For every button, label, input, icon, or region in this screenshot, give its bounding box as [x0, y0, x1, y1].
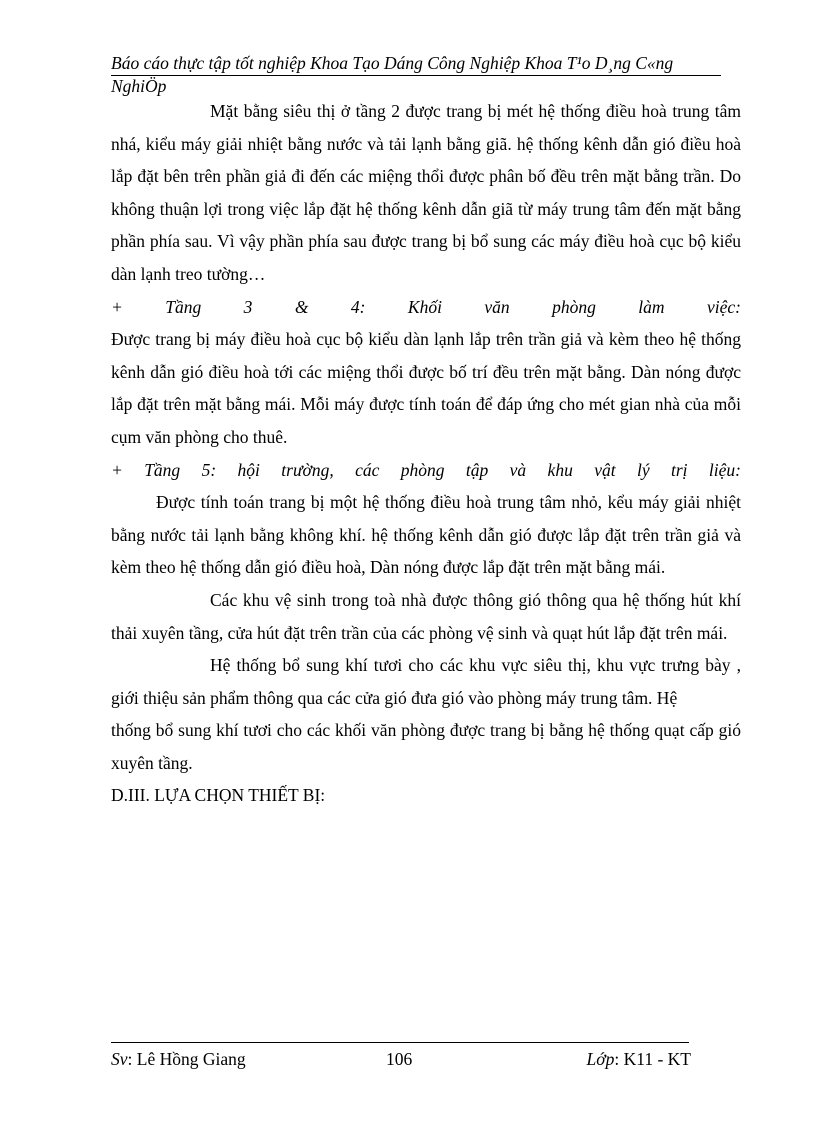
paragraph-fresh-air-supply: Hệ thống bổ sung khí tươi cho các khu vực siêu thị, khu vực trưng bày , giới thiệu sản phẩm thông qua các cửa gió đưa gió vào phòng máy trung tâm. Hệ — [111, 655, 741, 708]
footer-rule — [111, 1042, 689, 1043]
document-body — [111, 95, 741, 812]
paragraph-fresh-air-office: thống bổ sung khí tươi cho các khối văn phòng được trang bị bằng hệ thống quạt cấp gió xuyên tầng. — [111, 720, 741, 773]
footer-class-label: Lớp — [586, 1049, 615, 1069]
page-header — [111, 52, 731, 98]
footer-student-label: Sv — [111, 1049, 128, 1069]
header-rule — [111, 75, 721, 76]
heading-floor-5: + Tầng 5: hội trường, các phòng tập và khu vật lý trị liệu: — [111, 459, 741, 480]
paragraph-floor-2: Mặt bằng siêu thị ở tầng 2 được trang bị mét hệ thống điều hoà trung tâm nhá, kiểu máy giải nhiệt bằng nước và tải lạnh bằng giã. hệ thống kênh dẫn gió điều hoà lắp đặt bên trên phần giả đi đến các miệng thổi được phân bố đều trên mặt bằng trần. Do không thuận lợi trong việc lắp đặt hệ thống kênh dẫn giã từ máy trung tâm đến mặt bằng phần phía sau. Vì vậy phần phía sau được trang bị bổ sung các máy điều hoà cục bộ kiểu dàn lạnh treo tường… — [111, 101, 741, 284]
paragraph-restroom-ventilation: Các khu vệ sinh trong toà nhà được thông gió thông qua hệ thống hút khí thải xuyên tầng, cửa hút đặt trên trần của các phòng vệ sinh và quạt hút lắp đặt trên mái. — [111, 589, 741, 643]
heading-floor-3-4: + Tầng 3 & 4: Khối văn phòng làm việc: — [111, 296, 741, 317]
footer-student-name: : Lê Hồng Giang — [127, 1049, 246, 1069]
footer-class-value: : K11 - KT — [614, 1049, 691, 1069]
footer-class — [587, 1049, 691, 1070]
page-number: 106 — [386, 1049, 413, 1069]
page-footer — [111, 1049, 691, 1073]
header-title: Báo cáo thực tập tốt nghiệp Khoa Tạo Dáng Công Nghiệp Khoa T¹o D¸ng C«ng NghiÖp — [111, 53, 674, 96]
paragraph-floor-5: Được tính toán trang bị một hệ thống điều hoà trung tâm nhỏ, kểu máy giải nhiệt bằng nước tải lạnh bằng không khí. hệ thống kênh dẫn gió được lắp đặt trên trần giả và kèm theo hệ thống dẫn gió điều hoà, Dàn nóng được lắp đặt trên mặt bằng mái. — [111, 492, 741, 578]
footer-student — [111, 1049, 246, 1070]
paragraph-floor-3-4: Được trang bị máy điều hoà cục bộ kiểu dàn lạnh lắp trên trần giả và kèm theo hệ thống kênh dẫn gió điều hoà tới các miệng thổi được bố trí đều trên mặt bằng. Dàn nóng được lắp đặt trên mặt bằng mái. Mỗi máy được tính toán để đáp ứng cho mét gian nhà của mỗi cụm văn phòng cho thuê. — [111, 329, 741, 447]
section-heading-equipment: D.III. LỰA CHỌN THIẾT BỊ: — [111, 785, 326, 806]
